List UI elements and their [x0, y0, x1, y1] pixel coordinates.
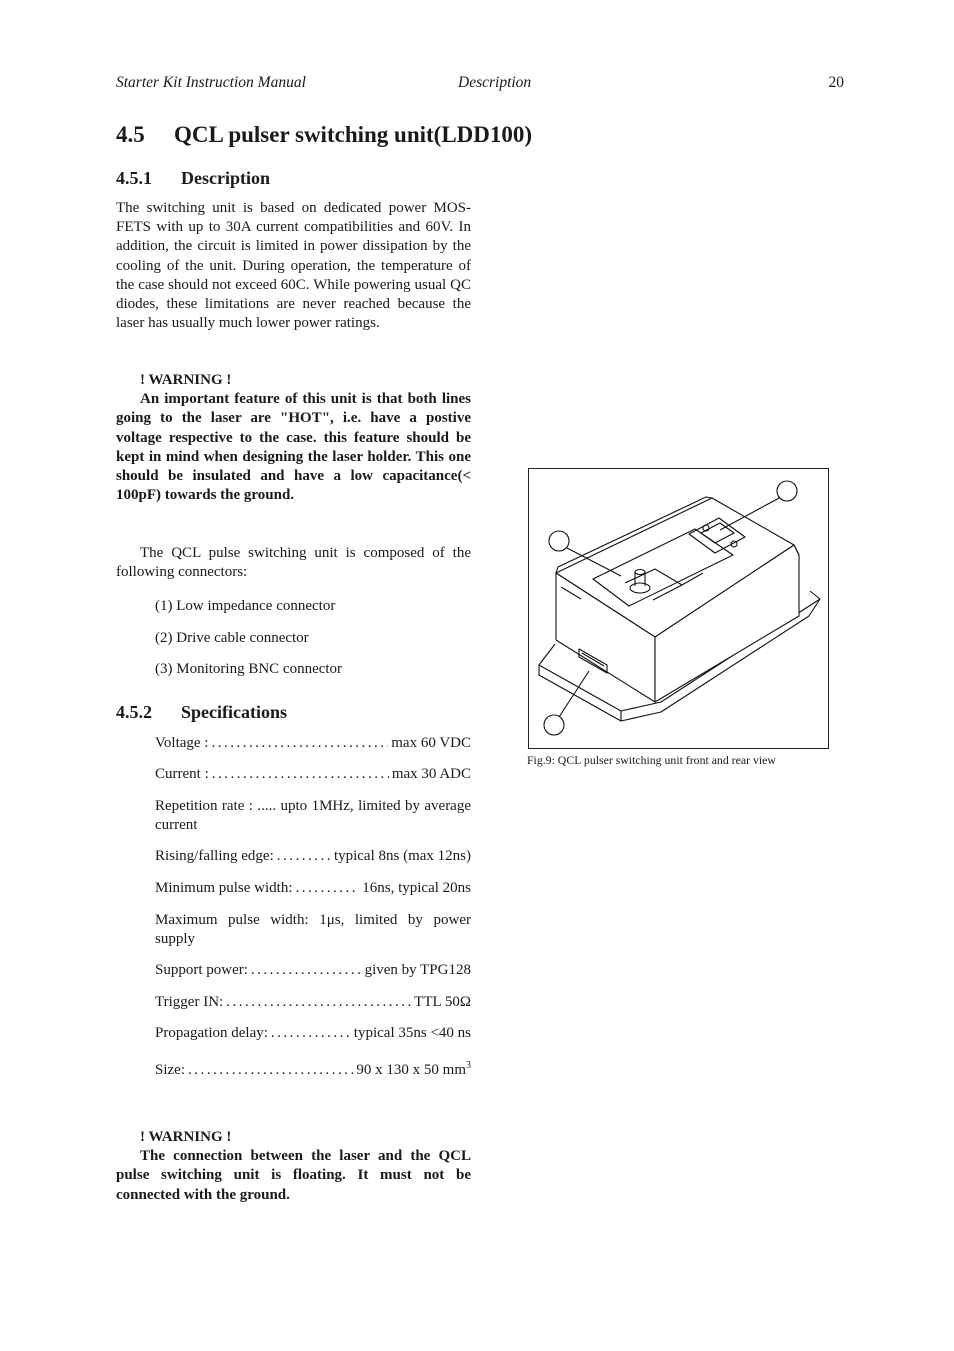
warning-text: The connection between the laser and the QCL pulse switching unit is floating. It must not be connected with the ground. — [116, 1148, 471, 1203]
spec-value: typical 35ns <40 ns — [353, 1025, 471, 1041]
figure-caption: Fig.9: QCL pulser switching unit front and rear view — [527, 753, 776, 767]
warning-title: ! WARNING ! — [140, 1129, 232, 1145]
spec-repetition-rate: Repetition rate : ..... upto 1MHz, limited by average current — [155, 798, 471, 834]
spec-label: Propagation delay: — [155, 1025, 268, 1041]
figure-frame — [528, 468, 829, 749]
subsection-heading-specifications — [116, 702, 287, 723]
section-heading — [116, 122, 532, 148]
header-chapter: Description — [458, 74, 532, 91]
list-item: (3) Monitoring BNC connector — [155, 661, 343, 678]
spec-label: Size: — [155, 1062, 185, 1078]
spec-size — [155, 1056, 471, 1080]
section-title: QCL pulser switching unit(LDD100) — [174, 122, 533, 147]
connectors-intro: The QCL pulse switching unit is composed of the following connectors: — [116, 545, 471, 581]
spec-support-power — [155, 961, 471, 980]
spec-propagation-delay — [155, 1024, 471, 1043]
spec-value: upto 1MHz, limited by average current — [155, 798, 471, 834]
warning-block-1 — [116, 371, 471, 505]
warning-text: An important feature of this unit is that both lines going to the laser are "HOT", i.e. have a postive voltage respective to the case. this feature should be kept in mind when designing the laser holder. This one should be insulated and have a low capacitance(< 100pF) towards the ground. — [116, 391, 471, 504]
spec-voltage — [155, 734, 471, 753]
superscript: 3 — [466, 1060, 471, 1071]
page-number: 20 — [828, 74, 844, 91]
subsection-title: Description — [181, 168, 270, 188]
spec-value: max 30 ADC — [391, 766, 471, 782]
callout-circle — [777, 481, 797, 501]
spec-value: max 60 VDC — [391, 735, 471, 751]
subsection-number: 4.5.2 — [116, 702, 152, 722]
spec-label: Repetition rate : — [155, 798, 253, 814]
description-paragraph: The switching unit is based on dedicated power MOS-FETS with up to 30A current compatibilities and 60V. In addition, the circuit is limited in power dissipation by the cooling of the unit. During operation, the temperature of the case should not exceed 60C. While powering usual QC diodes, these limitations are never reached because the laser has usually much lower power ratings. — [116, 200, 471, 332]
spec-label: Minimum pulse width: — [155, 880, 293, 896]
spec-label: Rising/falling edge: — [155, 848, 274, 864]
section-number: 4.5 — [116, 122, 145, 147]
header-manual-title: Starter Kit Instruction Manual — [116, 74, 306, 91]
spec-label: Maximum pulse width: — [155, 912, 309, 928]
list-item: (1) Low impedance connector — [155, 598, 336, 614]
spec-min-pulse-width — [155, 879, 471, 898]
list-item: (2) Drive cable connector — [155, 629, 309, 646]
spec-trigger-in — [155, 993, 471, 1012]
spec-rising-falling-edge — [155, 847, 471, 866]
spec-current — [155, 765, 471, 784]
spec-value: typical 8ns (max 12ns) — [333, 848, 471, 864]
callout-circle — [549, 531, 569, 551]
subsection-number: 4.5.1 — [116, 168, 152, 188]
spec-label: Voltage : — [155, 735, 209, 751]
connector-list — [155, 597, 475, 692]
spec-value: 1μs, limited by power supply — [155, 912, 471, 948]
warning-block-2 — [116, 1128, 471, 1205]
spec-value: TTL 50Ω — [414, 994, 471, 1010]
subsection-title: Specifications — [181, 702, 287, 722]
spec-value: 90 x 130 x 50 $mm^3$ — [356, 1060, 471, 1078]
spec-label: Support power: — [155, 962, 248, 978]
pulser-unit-illustration — [529, 469, 828, 748]
subsection-heading-description — [116, 168, 270, 189]
warning-title: ! WARNING ! — [140, 372, 232, 388]
spec-label: Current : — [155, 766, 209, 782]
callout-circle — [544, 715, 564, 735]
spec-value: given by TPG128 — [364, 962, 471, 978]
spec-value: 16ns, typical 20ns — [362, 880, 471, 896]
spec-label: Trigger IN: — [155, 994, 224, 1010]
running-header — [116, 74, 844, 94]
spec-max-pulse-width — [155, 911, 471, 949]
